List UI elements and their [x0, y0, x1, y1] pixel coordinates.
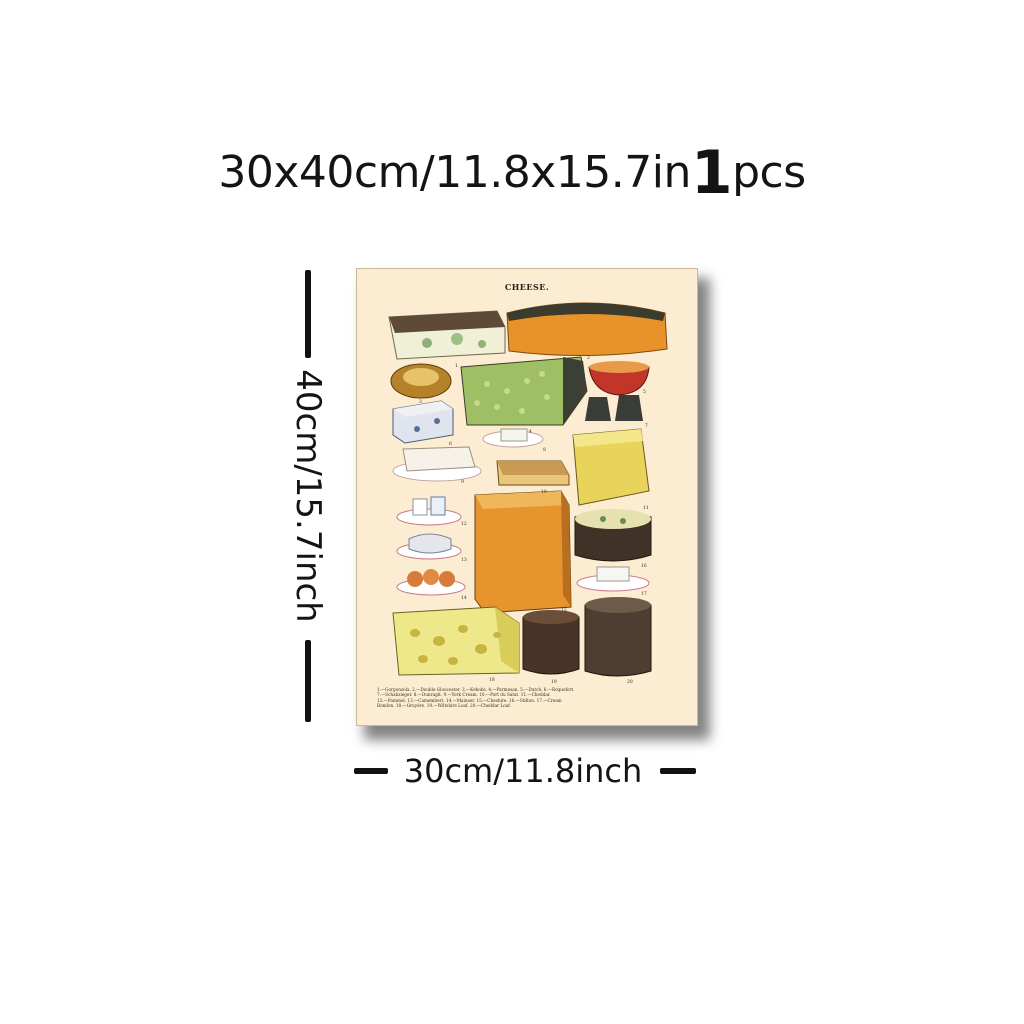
cheese-5-dutch	[589, 361, 649, 395]
cheese-9-york-cream	[393, 447, 481, 481]
quantity: 1	[690, 138, 733, 208]
poster-title: CHEESE.	[504, 282, 550, 292]
num-2: 2	[587, 356, 590, 361]
cheese-4-parmesan	[461, 357, 587, 425]
cheese-20-cheddar-loaf	[585, 597, 651, 676]
cheese-13-camembert	[397, 534, 461, 559]
caption-line: Bondon. 18.—Gruyère. 19.—Wiltshire Loaf. 20.—Cheddar Loaf.	[377, 703, 511, 709]
cheese-1-gorgonzola	[389, 311, 505, 359]
cheese-11-cheddar	[573, 429, 649, 505]
num-9: 9	[461, 480, 464, 485]
caption-line: 12.—Pommel. 13.—Camembert. 14.—Mainzer. 15.—Cheshire. 16.—Stilton. 17.—Cream	[377, 697, 562, 703]
caption-line: 7.—Schabzieger. 8.—Dunragit. 9.—York Cream. 10.—Port du Salut. 11.—Cheddar.	[377, 692, 551, 698]
height-dimension-bar-top	[305, 270, 311, 358]
cheese-7-schabzieger	[585, 395, 643, 421]
height-dimension-bar-bottom	[305, 640, 311, 722]
num-16: 16	[641, 564, 647, 569]
cheese-8-dunragit	[483, 429, 543, 447]
cheese-14-mainzer	[397, 569, 465, 595]
cheese-3-kebobs	[391, 364, 451, 398]
num-1: 1	[455, 364, 458, 369]
cheese-19-wiltshire-loaf	[523, 610, 579, 674]
cheese-16-stilton	[575, 509, 651, 561]
num-5: 5	[643, 390, 646, 395]
num-18: 18	[489, 678, 495, 683]
num-15: 15	[561, 608, 567, 613]
caption-line: 1.—Gorgonzola. 2.—Double Gloucester. 3.—Kebobs. 4.—Parmesan. 5.—Dutch. 6.—Roquefort.	[377, 687, 575, 692]
width-dimension-bar-right	[660, 768, 696, 774]
poster-caption	[377, 687, 677, 709]
num-14: 14	[461, 596, 467, 601]
cheese-12-pommel	[397, 497, 461, 525]
size-text: 30x40cm/11.8x15.7in	[218, 147, 691, 198]
num-12: 12	[461, 522, 467, 527]
width-dimension-bar-left	[354, 768, 388, 774]
unit-label: pcs	[732, 147, 806, 198]
cheese-6-roquefort	[393, 401, 453, 443]
num-11: 11	[643, 506, 649, 511]
cheese-10-port-du-salut	[497, 461, 569, 485]
num-8: 8	[543, 448, 546, 453]
num-10: 10	[541, 490, 547, 495]
height-label: 40cm/15.7inch	[288, 369, 328, 623]
num-4: 4	[529, 430, 532, 435]
num-13: 13	[461, 558, 467, 563]
cheese-poster	[356, 268, 698, 726]
width-label: 30cm/11.8inch	[403, 752, 643, 790]
cheese-illustration	[357, 269, 697, 725]
num-17: 17	[641, 592, 647, 597]
cheese-17-cream-bondon	[577, 567, 649, 591]
num-3: 3	[419, 400, 422, 405]
num-19: 19	[551, 680, 557, 685]
cheese-18-gruyere	[393, 607, 519, 675]
num-20: 20	[627, 680, 633, 685]
headline	[0, 138, 1024, 208]
num-7: 7	[645, 424, 648, 429]
num-6: 6	[449, 442, 452, 447]
cheese-15-cheshire	[475, 491, 571, 613]
cheese-2-double-gloucester	[507, 303, 667, 356]
